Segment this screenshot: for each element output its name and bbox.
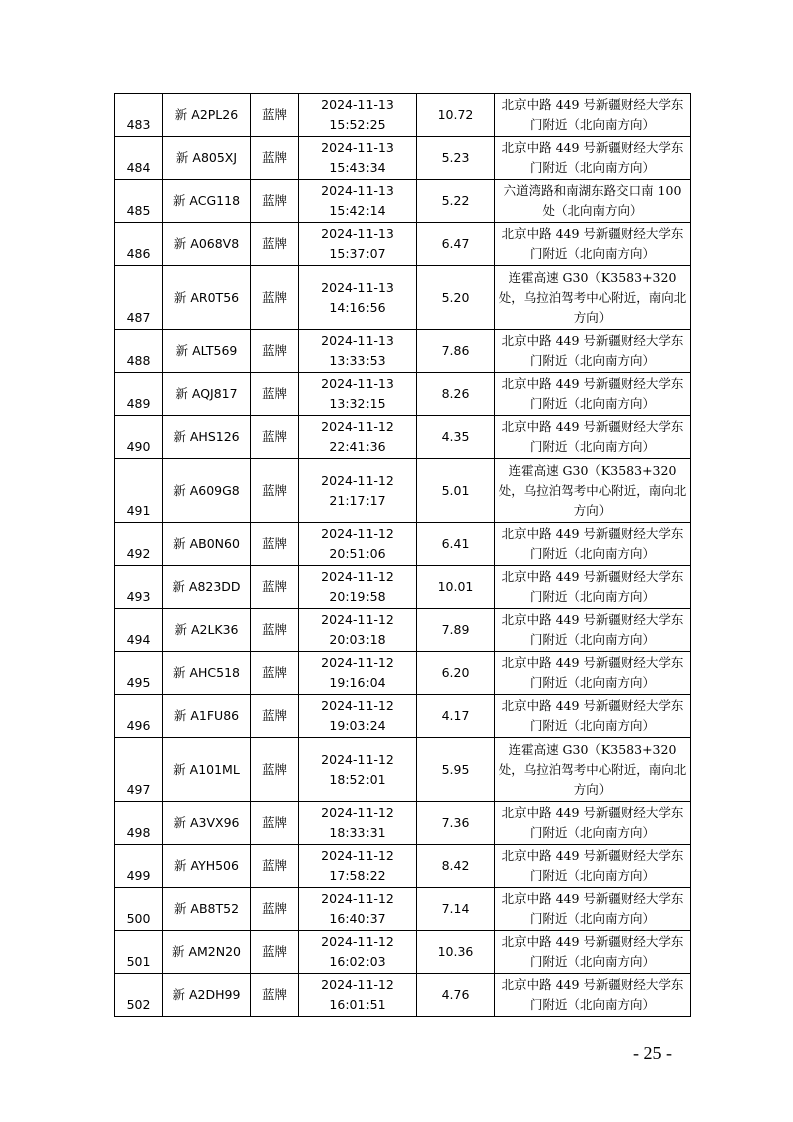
location-text: 北京中路 449 号新疆财经大学东门附近（北向南方向） [501, 891, 684, 926]
location-cell [495, 974, 691, 1017]
table-row [115, 523, 691, 566]
no-text: 487 [126, 310, 151, 325]
table-row [115, 137, 691, 180]
table-row [115, 974, 691, 1017]
value-text: 4.17 [441, 708, 470, 723]
plate-text: 新 A823DD [172, 579, 241, 594]
datetime-cell [299, 888, 417, 931]
datetime-cell [299, 330, 417, 373]
plate-text: 新 A068V8 [173, 236, 240, 251]
table-row [115, 931, 691, 974]
datetime-cell [299, 373, 417, 416]
datetime-cell [299, 931, 417, 974]
no-text: 496 [126, 718, 151, 733]
color-text: 蓝牌 [261, 150, 287, 165]
plate-text: 新 AM2N20 [171, 944, 242, 959]
location-cell [495, 566, 691, 609]
color-text: 蓝牌 [261, 708, 287, 723]
time-text: 13:32:15 [329, 396, 386, 411]
plate-text: 新 AHC518 [172, 665, 240, 680]
no-text: 485 [126, 203, 151, 218]
location-cell [495, 373, 691, 416]
row-number-cell [115, 416, 163, 459]
plate-cell [163, 223, 251, 266]
violation-table [114, 93, 691, 1017]
location-cell [495, 266, 691, 330]
color-text: 蓝牌 [261, 761, 287, 777]
date-text: 2024-11-13 [321, 226, 394, 241]
time-text: 15:37:07 [329, 246, 386, 261]
value-cell [417, 609, 495, 652]
table-row [115, 609, 691, 652]
value-cell [417, 330, 495, 373]
datetime-cell [299, 459, 417, 523]
color-text: 蓝牌 [261, 107, 287, 122]
table-row [115, 330, 691, 373]
plate-color-cell [251, 652, 299, 695]
table-row [115, 738, 691, 802]
value-text: 5.20 [441, 289, 470, 305]
plate-text: 新 AQJ817 [175, 386, 238, 401]
location-text: 北京中路 449 号新疆财经大学东门附近（北向南方向） [501, 376, 684, 411]
color-text: 蓝牌 [261, 944, 287, 959]
row-number-cell [115, 266, 163, 330]
no-text: 491 [126, 503, 151, 518]
row-number-cell [115, 330, 163, 373]
time-text: 15:43:34 [329, 160, 386, 175]
table-row [115, 373, 691, 416]
time-text: 16:02:03 [329, 954, 386, 969]
location-cell [495, 523, 691, 566]
datetime-cell [299, 523, 417, 566]
date-text: 2024-11-12 [321, 526, 394, 541]
plate-color-cell [251, 137, 299, 180]
location-cell [495, 652, 691, 695]
date-text: 2024-11-12 [321, 977, 394, 992]
time-text: 16:01:51 [329, 997, 386, 1012]
plate-cell [163, 845, 251, 888]
color-text: 蓝牌 [261, 901, 287, 916]
no-text: 483 [126, 117, 151, 132]
value-text: 5.23 [441, 150, 470, 165]
table-row [115, 652, 691, 695]
datetime-cell [299, 609, 417, 652]
color-text: 蓝牌 [261, 622, 287, 637]
no-text: 489 [126, 396, 151, 411]
color-text: 蓝牌 [261, 579, 287, 594]
plate-text: 新 A3VX96 [173, 815, 240, 830]
location-cell [495, 223, 691, 266]
datetime-cell [299, 845, 417, 888]
date-text: 2024-11-12 [321, 934, 394, 949]
date-text: 2024-11-12 [321, 472, 394, 488]
location-text: 北京中路 449 号新疆财经大学东门附近（北向南方向） [501, 977, 684, 1012]
value-cell [417, 931, 495, 974]
plate-text: 新 A101ML [173, 761, 240, 777]
value-text: 5.95 [441, 761, 470, 777]
plate-cell [163, 802, 251, 845]
no-text: 486 [126, 246, 151, 261]
location-text: 连霍高速 G30（K3583+320 处，乌拉泊驾考中心附近，南向北方向） [498, 741, 687, 797]
location-text: 北京中路 449 号新疆财经大学东门附近（北向南方向） [501, 333, 684, 368]
datetime-cell [299, 416, 417, 459]
datetime-cell [299, 974, 417, 1017]
plate-cell [163, 330, 251, 373]
value-cell [417, 373, 495, 416]
value-text: 7.86 [441, 343, 470, 358]
plate-text: 新 ALT569 [175, 343, 238, 358]
no-text: 495 [126, 675, 151, 690]
value-cell [417, 738, 495, 802]
time-text: 18:52:01 [329, 771, 386, 787]
color-text: 蓝牌 [261, 665, 287, 680]
no-text: 500 [126, 911, 151, 926]
value-cell [417, 974, 495, 1017]
no-text: 497 [126, 782, 151, 797]
color-text: 蓝牌 [261, 858, 287, 873]
location-text: 北京中路 449 号新疆财经大学东门附近（北向南方向） [501, 140, 684, 175]
value-cell [417, 802, 495, 845]
color-text: 蓝牌 [261, 236, 287, 251]
row-number-cell [115, 180, 163, 223]
date-text: 2024-11-13 [321, 97, 394, 112]
color-text: 蓝牌 [261, 987, 287, 1002]
no-text: 488 [126, 353, 151, 368]
date-text: 2024-11-12 [321, 698, 394, 713]
table-row [115, 180, 691, 223]
row-number-cell [115, 94, 163, 137]
color-text: 蓝牌 [261, 482, 287, 498]
location-text: 北京中路 449 号新疆财经大学东门附近（北向南方向） [501, 526, 684, 561]
location-text: 北京中路 449 号新疆财经大学东门附近（北向南方向） [501, 848, 684, 883]
plate-cell [163, 180, 251, 223]
datetime-cell [299, 738, 417, 802]
value-cell [417, 137, 495, 180]
plate-cell [163, 266, 251, 330]
location-cell [495, 845, 691, 888]
plate-color-cell [251, 888, 299, 931]
time-text: 20:19:58 [329, 589, 386, 604]
date-text: 2024-11-12 [321, 569, 394, 584]
value-cell [417, 459, 495, 523]
location-text: 北京中路 449 号新疆财经大学东门附近（北向南方向） [501, 805, 684, 840]
location-cell [495, 738, 691, 802]
datetime-cell [299, 223, 417, 266]
table-body [115, 94, 691, 1017]
plate-color-cell [251, 523, 299, 566]
table-row [115, 888, 691, 931]
location-text: 北京中路 449 号新疆财经大学东门附近（北向南方向） [501, 226, 684, 261]
value-text: 7.36 [441, 815, 470, 830]
plate-color-cell [251, 931, 299, 974]
value-text: 8.26 [441, 386, 470, 401]
plate-cell [163, 738, 251, 802]
value-text: 10.01 [437, 579, 474, 594]
color-text: 蓝牌 [261, 815, 287, 830]
date-text: 2024-11-12 [321, 655, 394, 670]
location-text: 北京中路 449 号新疆财经大学东门附近（北向南方向） [501, 569, 684, 604]
date-text: 2024-11-12 [321, 805, 394, 820]
plate-color-cell [251, 802, 299, 845]
location-cell [495, 137, 691, 180]
plate-cell [163, 94, 251, 137]
plate-text: 新 AB8T52 [173, 901, 240, 916]
plate-cell [163, 652, 251, 695]
plate-color-cell [251, 266, 299, 330]
plate-text: 新 A609G8 [173, 482, 240, 498]
location-cell [495, 888, 691, 931]
date-text: 2024-11-12 [321, 891, 394, 906]
date-text: 2024-11-12 [321, 419, 394, 434]
plate-cell [163, 609, 251, 652]
plate-color-cell [251, 459, 299, 523]
plate-cell [163, 974, 251, 1017]
value-text: 4.76 [441, 987, 470, 1002]
value-cell [417, 523, 495, 566]
location-cell [495, 802, 691, 845]
value-cell [417, 845, 495, 888]
plate-text: 新 AHS126 [173, 429, 240, 444]
value-text: 6.41 [441, 536, 470, 551]
location-text: 六道湾路和南湖东路交口南 100 处（北向南方向） [503, 183, 682, 218]
value-cell [417, 695, 495, 738]
plate-text: 新 A805XJ [175, 150, 238, 165]
time-text: 15:52:25 [329, 117, 386, 132]
plate-cell [163, 566, 251, 609]
row-number-cell [115, 931, 163, 974]
time-text: 18:33:31 [329, 825, 386, 840]
row-number-cell [115, 566, 163, 609]
datetime-cell [299, 695, 417, 738]
time-text: 15:42:14 [329, 203, 386, 218]
value-cell [417, 266, 495, 330]
no-text: 499 [126, 868, 151, 883]
date-text: 2024-11-12 [321, 751, 394, 767]
datetime-cell [299, 94, 417, 137]
location-text: 北京中路 449 号新疆财经大学东门附近（北向南方向） [501, 97, 684, 132]
location-cell [495, 94, 691, 137]
color-text: 蓝牌 [261, 193, 287, 208]
datetime-cell [299, 180, 417, 223]
time-text: 20:51:06 [329, 546, 386, 561]
plate-cell [163, 459, 251, 523]
row-number-cell [115, 845, 163, 888]
row-number-cell [115, 974, 163, 1017]
value-text: 10.36 [437, 944, 474, 959]
row-number-cell [115, 223, 163, 266]
color-text: 蓝牌 [261, 343, 287, 358]
no-text: 502 [126, 997, 151, 1012]
plate-text: 新 ACG118 [172, 193, 241, 208]
table-row [115, 802, 691, 845]
date-text: 2024-11-13 [321, 333, 394, 348]
time-text: 22:41:36 [329, 439, 386, 454]
row-number-cell [115, 888, 163, 931]
time-text: 16:40:37 [329, 911, 386, 926]
value-text: 6.20 [441, 665, 470, 680]
plate-text: 新 A1FU86 [173, 708, 240, 723]
value-text: 4.35 [441, 429, 470, 444]
page-number: - 25 - [633, 1043, 672, 1063]
location-text: 北京中路 449 号新疆财经大学东门附近（北向南方向） [501, 612, 684, 647]
color-text: 蓝牌 [261, 429, 287, 444]
datetime-cell [299, 266, 417, 330]
value-cell [417, 652, 495, 695]
value-cell [417, 94, 495, 137]
row-number-cell [115, 738, 163, 802]
plate-cell [163, 373, 251, 416]
location-text: 连霍高速 G30（K3583+320 处，乌拉泊驾考中心附近，南向北方向） [498, 462, 687, 518]
plate-text: 新 AYH506 [174, 858, 239, 873]
location-text: 北京中路 449 号新疆财经大学东门附近（北向南方向） [501, 934, 684, 969]
plate-color-cell [251, 738, 299, 802]
table-row [115, 695, 691, 738]
date-text: 2024-11-13 [321, 279, 394, 295]
value-text: 10.72 [437, 107, 474, 122]
no-text: 490 [126, 439, 151, 454]
datetime-cell [299, 652, 417, 695]
location-cell [495, 416, 691, 459]
value-cell [417, 566, 495, 609]
plate-color-cell [251, 566, 299, 609]
plate-color-cell [251, 330, 299, 373]
plate-text: 新 A2LK36 [174, 622, 239, 637]
plate-color-cell [251, 180, 299, 223]
location-text: 北京中路 449 号新疆财经大学东门附近（北向南方向） [501, 655, 684, 690]
date-text: 2024-11-13 [321, 183, 394, 198]
location-cell [495, 180, 691, 223]
color-text: 蓝牌 [261, 386, 287, 401]
time-text: 20:03:18 [329, 632, 386, 647]
row-number-cell [115, 652, 163, 695]
plate-color-cell [251, 373, 299, 416]
no-text: 484 [126, 160, 151, 175]
date-text: 2024-11-12 [321, 612, 394, 627]
value-cell [417, 888, 495, 931]
color-text: 蓝牌 [261, 289, 287, 305]
row-number-cell [115, 459, 163, 523]
value-cell [417, 416, 495, 459]
plate-cell [163, 695, 251, 738]
value-text: 6.47 [441, 236, 470, 251]
value-text: 7.89 [441, 622, 470, 637]
location-text: 北京中路 449 号新疆财经大学东门附近（北向南方向） [501, 419, 684, 454]
plate-text: 新 AR0T56 [173, 289, 240, 305]
location-cell [495, 695, 691, 738]
row-number-cell [115, 802, 163, 845]
datetime-cell [299, 137, 417, 180]
location-text: 连霍高速 G30（K3583+320 处，乌拉泊驾考中心附近，南向北方向） [498, 269, 687, 325]
no-text: 492 [126, 546, 151, 561]
datetime-cell [299, 802, 417, 845]
plate-color-cell [251, 609, 299, 652]
time-text: 19:16:04 [329, 675, 386, 690]
location-cell [495, 330, 691, 373]
value-text: 8.42 [441, 858, 470, 873]
row-number-cell [115, 373, 163, 416]
time-text: 13:33:53 [329, 353, 386, 368]
plate-color-cell [251, 845, 299, 888]
row-number-cell [115, 695, 163, 738]
table-row [115, 266, 691, 330]
time-text: 14:16:56 [329, 299, 386, 315]
plate-cell [163, 931, 251, 974]
plate-color-cell [251, 974, 299, 1017]
row-number-cell [115, 137, 163, 180]
row-number-cell [115, 609, 163, 652]
row-number-cell [115, 523, 163, 566]
value-cell [417, 180, 495, 223]
plate-color-cell [251, 695, 299, 738]
no-text: 493 [126, 589, 151, 604]
time-text: 19:03:24 [329, 718, 386, 733]
table-row [115, 94, 691, 137]
table-row [115, 845, 691, 888]
location-cell [495, 931, 691, 974]
plate-color-cell [251, 416, 299, 459]
date-text: 2024-11-13 [321, 140, 394, 155]
plate-text: 新 A2DH99 [172, 987, 241, 1002]
value-cell [417, 223, 495, 266]
datetime-cell [299, 566, 417, 609]
plate-text: 新 AB0N60 [173, 536, 240, 551]
plate-color-cell [251, 223, 299, 266]
plate-cell [163, 523, 251, 566]
table-row [115, 459, 691, 523]
no-text: 498 [126, 825, 151, 840]
table-row [115, 416, 691, 459]
plate-cell [163, 888, 251, 931]
location-text: 北京中路 449 号新疆财经大学东门附近（北向南方向） [501, 698, 684, 733]
location-cell [495, 459, 691, 523]
plate-color-cell [251, 94, 299, 137]
plate-cell [163, 416, 251, 459]
plate-text: 新 A2PL26 [174, 107, 239, 122]
no-text: 494 [126, 632, 151, 647]
no-text: 501 [126, 954, 151, 969]
location-cell [495, 609, 691, 652]
time-text: 21:17:17 [329, 492, 386, 508]
plate-cell [163, 137, 251, 180]
table-row [115, 566, 691, 609]
value-text: 7.14 [441, 901, 470, 916]
color-text: 蓝牌 [261, 536, 287, 551]
date-text: 2024-11-13 [321, 376, 394, 391]
value-text: 5.22 [441, 193, 470, 208]
table-row [115, 223, 691, 266]
time-text: 17:58:22 [329, 868, 386, 883]
date-text: 2024-11-12 [321, 848, 394, 863]
value-text: 5.01 [441, 482, 470, 498]
